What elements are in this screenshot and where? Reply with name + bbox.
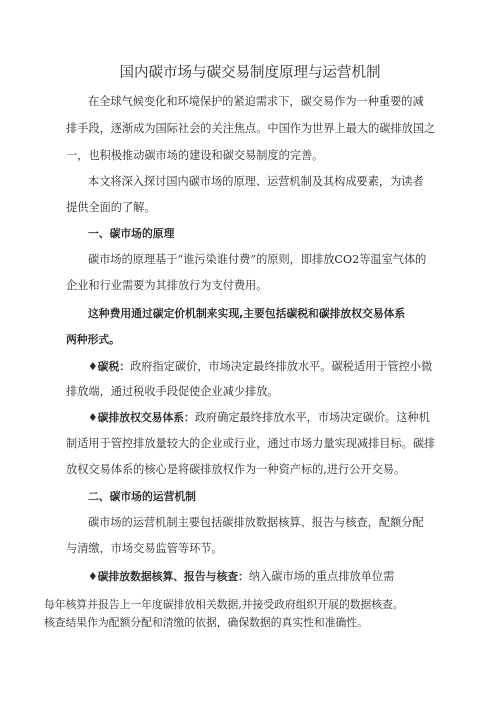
principle-line-1: 碳市场的原理基于“谁污染谁付费”的原则，即排放CO2等温室气体的 [88,253,427,266]
carbon-tax-line-1 [88,360,432,374]
mrv-text-1: 纳入碳市场的重点排放单位需 [248,570,395,583]
intro-line-3: 一，也积极推动碳市场的建设和碳交易制度的完善。 [66,149,324,162]
section-heading-operation: 二、碳市场的运营机制 [88,490,196,503]
ets-line-2: 制适用于管控排放量较大的企业或行业，通过市场力量实现减排目标。碳排 [66,437,436,450]
mrv-line-2: 每年核算并报告上一年度碳排放相关数据,并接受政府组织开展的数据核查。 [44,598,404,611]
operation-line-1: 碳市场的运营机制主要包括碳排放数据核算、报告与核查，配额分配 [88,516,424,529]
intro-line-1: 在全球气候变化和环境保护的紧迫需求下，碳交易作为一种重要的减 [88,95,424,108]
ets-label: ♦碳排放权交易体系： [88,411,195,424]
ets-line-1 [88,411,430,425]
intro-line-4: 本文将深入探讨国内碳市场的原理、运营机制及其构成要素，为读者 [88,175,424,188]
ets-text-1: 政府确定最终排放水平，市场决定碳价。这种机 [194,411,430,424]
pricing-mechanism-line-1: 这种费用通过碳定价机制来实现,主要包括碳税和碳排放权交易体系 [88,307,406,320]
operation-line-2: 与清缴，市场交易监管等环节。 [66,542,223,555]
carbon-tax-label: ♦碳税： [88,360,131,373]
carbon-tax-line-2: 排放端，通过税收手段促使企业减少排放。 [66,385,279,398]
ets-line-3: 放权交易体系的核心是将碳排放权作为一种资产标的,进行公开交易。 [66,463,406,476]
intro-line-2: 排手段，逐渐成为国际社会的关注焦点。中国作为世界上最大的碳排放国之 [66,122,436,135]
carbon-tax-text-1: 政府指定碳价，市场决定最终排放水平。碳税适用于管控小微 [130,360,433,373]
mrv-line-3: 核查结果作为配额分配和清缴的依据，确保数据的真实性和准确性。 [44,616,368,629]
mrv-label: ♦碳排放数据核算、报告与核查： [88,570,249,583]
pricing-mechanism-line-2: 两种形式。 [66,333,120,346]
section-heading-principle: 一、碳市场的原理 [88,227,175,240]
mrv-line-1 [88,570,394,584]
principle-line-2: 企业和行业需要为其排放行为支付费用。 [66,279,268,292]
intro-line-5: 提供全面的了解。 [66,201,156,214]
document-title: 国内碳市场与碳交易制度原理与运营机制 [119,65,381,81]
